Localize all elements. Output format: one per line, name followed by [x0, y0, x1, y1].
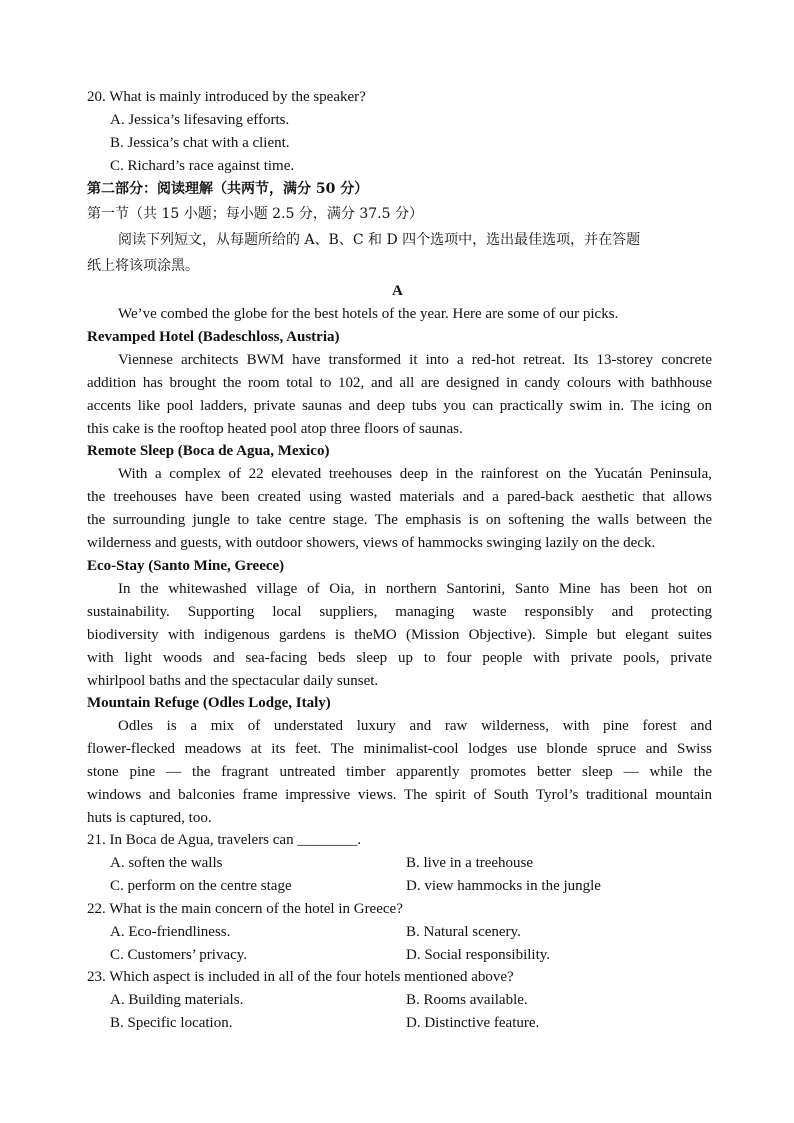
q21-option-b: B. live in a treehouse: [406, 855, 534, 871]
hotel-para-4-line: windows and balconies frame impressive views. The spirit of South Tyrol’s traditional mountain: [87, 787, 712, 803]
q22-stem: 22. What is the main concern of the hotel in Greece?: [87, 901, 403, 917]
q21-stem: 21. In Boca de Agua, travelers can ________.: [87, 832, 362, 848]
hotel-heading-1: Revamped Hotel (Badeschloss, Austria): [87, 329, 340, 345]
q22-option-a: A. Eco-friendliness.: [110, 924, 231, 940]
q20-stem: 20. What is mainly introduced by the speaker?: [87, 89, 366, 105]
hotel-para-1-line: this cake is the rooftop heated pool atop three floors of saunas.: [87, 421, 463, 437]
passage-intro: We’ve combed the globe for the best hotels of the year. Here are some of our picks.: [118, 306, 619, 322]
instructions-line-1: 阅读下列短文，从每题所给的 A、B、C 和 D 四个选项中，选出最佳选项，并在答题: [118, 232, 641, 248]
q23-option-c: B. Specific location.: [110, 1015, 233, 1031]
q20-option-a: A. Jessica’s lifesaving efforts.: [110, 112, 290, 128]
q22-option-d: D. Social responsibility.: [406, 947, 551, 963]
hotel-heading-3: Eco-Stay (Santo Mine, Greece): [87, 558, 285, 574]
hotel-para-1-line: accents like pool ladders, private saunas and deep tubs you can practically swim in. The icing on: [87, 398, 712, 414]
q21-option-a: A. soften the walls: [110, 855, 223, 871]
hotel-para-2-line: the treehouses have been created using wasted materials and a pared-back aesthetic that allows: [87, 489, 712, 505]
hotel-para-3-line: whirlpool baths and the spectacular daily sunset.: [87, 673, 379, 689]
hotel-para-3-line: In the whitewashed village of Oia, in northern Santorini, Santo Mine has been hot on: [118, 581, 712, 597]
hotel-heading-4: Mountain Refuge (Odles Lodge, Italy): [87, 695, 331, 711]
hotel-para-3-line: biodiversity with indigenous gardens is theMO (Mission Objective). Simple but elegant suites: [87, 627, 712, 643]
q23-option-b: B. Rooms available.: [406, 992, 528, 1008]
q21-option-c: C. perform on the centre stage: [110, 878, 292, 894]
q22-option-c: C. Customers’ privacy.: [110, 947, 248, 963]
hotel-para-2-line: wilderness and guests, with outdoor showers, views of hammocks swinging lazily on the deck.: [87, 535, 656, 551]
hotel-heading-2: Remote Sleep (Boca de Agua, Mexico): [87, 443, 330, 459]
q23-option-a: A. Building materials.: [110, 992, 244, 1008]
hotel-para-2-line: With a complex of 22 elevated treehouses deep in the rainforest on the Yucatán Peninsula,: [118, 466, 712, 482]
hotel-para-3-line: sustainability. Supporting local suppliers, managing waste responsibly and protecting: [87, 604, 712, 620]
q23-stem: 23. Which aspect is included in all of the four hotels mentioned above?: [87, 969, 514, 985]
section1-heading: 第一节（共 15 小题；每小题 2.5 分，满分 37.5 分）: [87, 206, 423, 222]
hotel-para-4-line: Odles is a mix of understated luxury and raw wilderness, with pine forest and: [118, 718, 712, 734]
q20-option-c: C. Richard’s race against time.: [110, 158, 295, 174]
hotel-para-4-line: huts is captured, too.: [87, 810, 212, 826]
q22-option-b: B. Natural scenery.: [406, 924, 521, 940]
part2-heading: 第二部分：阅读理解（共两节，满分 50 分）: [87, 181, 369, 197]
hotel-para-4-line: flower-flecked meadows at its feet. The minimalist-cool lodges use blonde spruce and Swiss: [87, 741, 712, 757]
hotel-para-3-line: with light woods and sea-facing beds sleep up to four people with private pools, private: [87, 650, 712, 666]
passage-letter: A: [392, 283, 403, 299]
hotel-para-4-line: stone pine — the fragrant untreated timber apparently promotes better sleep — while the: [87, 764, 712, 780]
hotel-para-2-line: the surrounding jungle to take centre stage. The emphasis is on softening the walls between the: [87, 512, 712, 528]
hotel-para-1-line: Viennese architects BWM have transformed it into a red-hot retreat. Its 13-storey concrete: [118, 352, 712, 368]
q23-option-d: D. Distinctive feature.: [406, 1015, 540, 1031]
hotel-para-1-line: addition has brought the room total to 102, and all are designed in candy colours with bathhouse: [87, 375, 712, 391]
q21-option-d: D. view hammocks in the jungle: [406, 878, 601, 894]
instructions-line-2: 纸上将该项涂黑。: [87, 258, 199, 274]
q20-option-b: B. Jessica’s chat with a client.: [110, 135, 290, 151]
